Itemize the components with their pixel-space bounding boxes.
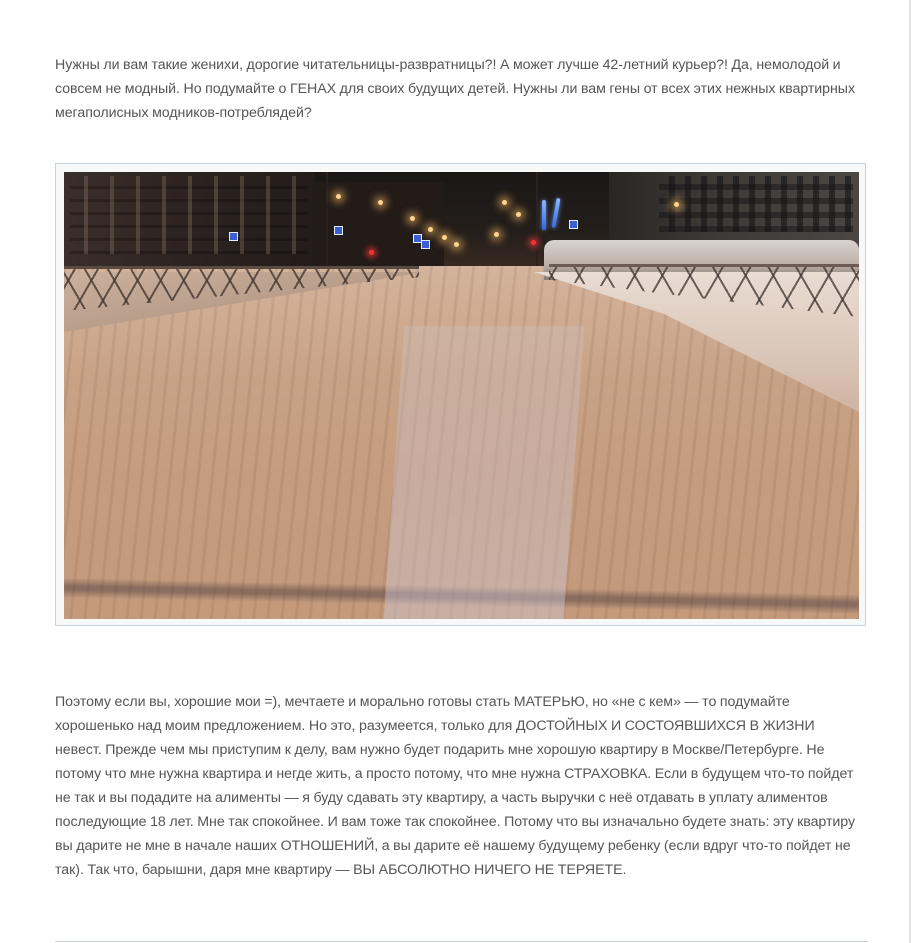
street-lamp (516, 212, 521, 217)
trees-silhouette (314, 182, 444, 268)
crosswalk-sign-icon (334, 226, 343, 235)
street-lamp (378, 200, 383, 205)
street-lamp (442, 235, 447, 240)
section-divider (55, 941, 868, 942)
page-scroll-edge (909, 0, 911, 943)
street-lamp (410, 216, 415, 221)
street-lamp (336, 194, 341, 199)
crosswalk-sign-icon (569, 220, 578, 229)
article-paragraph-2: Поэтому если вы, хорошие мои =), мечтаете и морально готовы стать МАТЕРЬЮ, но «не с кем» — то подумайте хорошенько над моим предложением. Но это, разумеется, только для ДОСТОЙНЫХ И СОСТОЯВШИХСЯ В ЖИЗНИ невест. Прежде чем мы приступим к делу, вам нужно будет подарить мне хорошую квартиру в Москве/Петербурге. Не потому что мне нужна квартира и негде жить, а просто потому, что мне нужна СТРАХОВКА. Если в будущем что-то пойдет не так и вы подадите на алименты — я буду сдавать эту квартиру, а часть выручки с неё отдавать в уплату алиментов последующие 18 лет. Мне так спокойнее. И вам тоже так спокойнее. Потому что вы изначально будете знать: эту квартиру вы дарите не мне в начале наших ОТНОШЕНИЙ, а вы дарите её нашему будущему ребенку (если вдруг что-то пойдет не так). Так что, барышни, даря мне квартиру — ВЫ АБСОЛЮТНО НИЧЕГО НЕ ТЕРЯЕТЕ. (55, 694, 855, 878)
pole (536, 172, 538, 268)
road-shadow (64, 578, 859, 615)
crosswalk-sign-icon (421, 240, 430, 249)
street-lamp (428, 227, 433, 232)
photo-frame (55, 163, 866, 626)
traffic-light-icon (531, 240, 536, 245)
building-left (64, 172, 314, 268)
bus-stop-sign-icon (229, 232, 238, 241)
street-lamp (674, 202, 679, 207)
traffic-light-icon (369, 250, 374, 255)
street-lamp (502, 200, 507, 205)
street-lamp (454, 242, 459, 247)
pole (326, 172, 328, 268)
article-paragraph-1: Нужны ли вам такие женихи, дорогие читательницы-развратницы?! А может лучше 42-летний курьер?! Да, немолодой и совсем не модный. Но подумайте о ГЕНАХ для своих будущих детей. Нужны ли вам гены от всех этих нежных квартирных мегаполисных модников-потреблядей? (55, 57, 855, 121)
holiday-garland (542, 200, 546, 230)
street-lamp (494, 232, 499, 237)
article-photo[interactable] (64, 172, 859, 619)
